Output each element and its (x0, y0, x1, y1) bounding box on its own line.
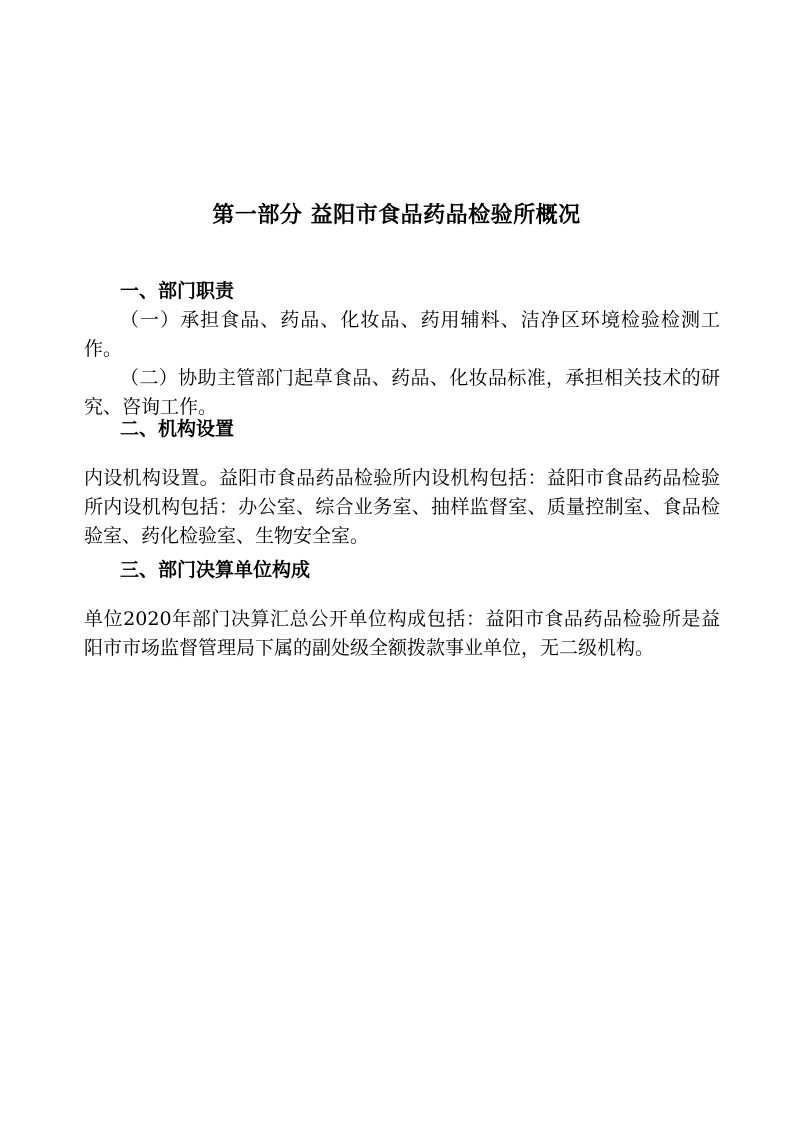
paragraph: （一）承担食品、药品、化妆品、药用辅料、洁净区环境检验检测工作。 (84, 309, 720, 360)
paragraph: 单位2020年部门决算汇总公开单位构成包括：益阳市食品药品检验所是益阳市市场监督管理局下属的副处级全额拨款事业单位，无二级机构。 (84, 608, 720, 659)
section-unit-composition (84, 556, 720, 663)
page-title: 第一部分 益阳市食品药品检验所概况 (212, 203, 581, 228)
paragraph: 内设机构设置。益阳市食品药品检验所内设机构包括：益阳市食品药品检验所内设机构包括：办公室、综合业务室、抽样监督室、质量控制室、食品检验室、药化检验室、生物安全室。 (84, 467, 720, 547)
section-department-duties (84, 277, 720, 422)
section-heading: 一、部门职责 (120, 280, 235, 302)
section-organization-setup (84, 415, 720, 551)
paragraph: （二）协助主管部门起草食品、药品、化妆品标准，承担相关技术的研究、咨询工作。 (84, 367, 720, 418)
section-heading: 二、机构设置 (120, 418, 235, 440)
section-heading: 三、部门决算单位构成 (120, 559, 311, 581)
